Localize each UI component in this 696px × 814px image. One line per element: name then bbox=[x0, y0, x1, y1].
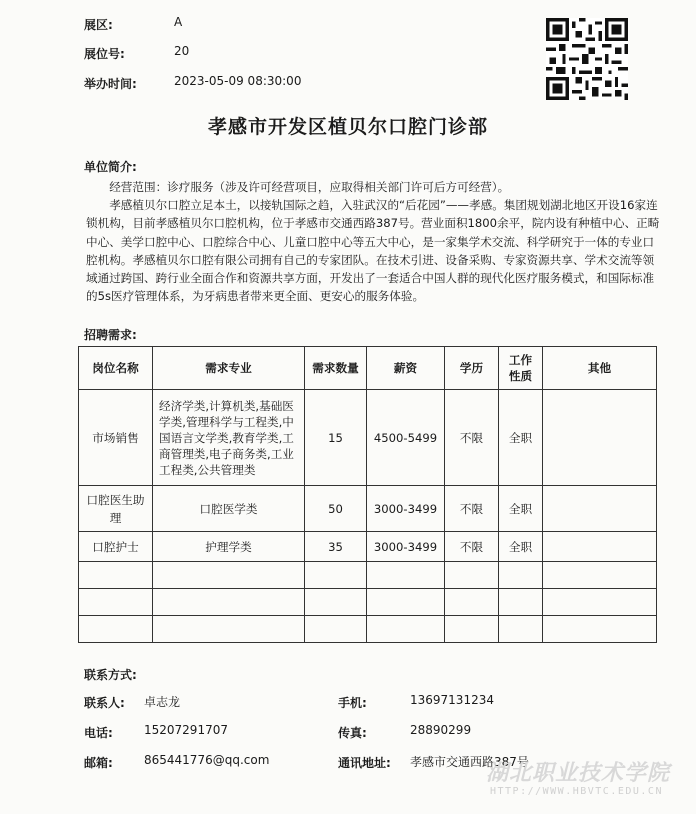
table-header-row bbox=[79, 347, 657, 390]
majors-cell: 护理学类 bbox=[153, 532, 305, 562]
type-cell: 全职 bbox=[499, 486, 543, 532]
contact-person-label: 联系人: bbox=[84, 696, 125, 710]
time-value: 2023-05-09 08:30:00 bbox=[174, 74, 302, 88]
table-row-empty bbox=[79, 562, 657, 589]
table-row-empty bbox=[79, 589, 657, 616]
phone-label: 电话: bbox=[84, 726, 113, 740]
time-label: 举办时间: bbox=[84, 77, 137, 91]
education-cell: 不限 bbox=[445, 532, 499, 562]
qr-code-icon bbox=[546, 18, 628, 100]
type-cell: 全职 bbox=[499, 390, 543, 486]
count-cell: 50 bbox=[305, 486, 367, 532]
booth-value: 20 bbox=[174, 44, 190, 58]
contact-section-label: 联系方式: bbox=[84, 668, 137, 682]
type-cell: 全职 bbox=[499, 532, 543, 562]
position-cell: 市场销售 bbox=[79, 390, 153, 486]
other-cell bbox=[543, 486, 657, 532]
column-header: 其他 bbox=[543, 347, 657, 390]
watermark-url: HTTP://WWW.HBVTC.EDU.CN bbox=[490, 786, 663, 797]
page-title: 孝感市开发区植贝尔口腔门诊部 bbox=[207, 116, 488, 138]
salary-cell: 3000-3499 bbox=[367, 486, 445, 532]
intro-section-label: 单位简介: bbox=[84, 160, 137, 174]
position-cell: 口腔医生助理 bbox=[79, 486, 153, 532]
position-cell: 口腔护士 bbox=[79, 532, 153, 562]
count-cell: 35 bbox=[305, 532, 367, 562]
address-value: 孝感市交通西路387号 bbox=[410, 755, 529, 769]
phone-value: 15207291707 bbox=[144, 723, 228, 737]
booth-label: 展位号: bbox=[84, 47, 125, 61]
education-cell: 不限 bbox=[445, 390, 499, 486]
column-header: 岗位名称 bbox=[79, 347, 153, 390]
table-row bbox=[79, 532, 657, 562]
column-header: 需求专业 bbox=[153, 347, 305, 390]
table-row-empty bbox=[79, 616, 657, 643]
education-cell: 不限 bbox=[445, 486, 499, 532]
intro-paragraph: 孝感植贝尔口腔立足本土，以接轨国际之趋，入驻武汉的“后花园”——孝感。集团规划湖北地区开设16家连锁机构，目前孝感植贝尔口腔机构，位于孝感市交通西路387号。营业面积1800余平，院内设有种植中心、正畸中心、美学口腔中心、口腔综合中心、儿童口腔中心等五大中心，是一家集学术交流、科学研究于一体的专业口腔机构。孝感植贝尔口腔有限公司拥有自己的专家团队。在技术引进、设备采购、专家资源共享、学术交流等领域通过跨国、跨行业全面合作和资源共享方面，开发出了一套适合中国人群的现代化医疗服务模式，和国际标准的5s医疗管理体系，为牙病患者带来更全面、更安心的服务体验。 bbox=[86, 198, 660, 304]
column-header: 薪资 bbox=[367, 347, 445, 390]
other-cell bbox=[543, 532, 657, 562]
recruit-table bbox=[78, 346, 657, 643]
fax-label: 传真: bbox=[338, 726, 367, 740]
intro-paragraph: 经营范围：诊疗服务（涉及许可经营项目，应取得相关部门许可后方可经营）。 bbox=[109, 180, 510, 194]
hall-value: A bbox=[174, 15, 183, 29]
column-header: 需求数量 bbox=[305, 347, 367, 390]
email-value: 865441776@qq.com bbox=[144, 753, 270, 767]
watermark-logo: 湖北职业技术学院 bbox=[486, 760, 671, 786]
majors-cell: 口腔医学类 bbox=[153, 486, 305, 532]
column-header: 学历 bbox=[445, 347, 499, 390]
fax-value: 28890299 bbox=[410, 723, 472, 737]
column-header: 工作 性质 bbox=[499, 347, 543, 390]
address-label: 通讯地址: bbox=[338, 756, 391, 770]
majors-cell: 经济学类,计算机类,基础医学类,管理科学与工程类,中国语言文学类,教育学类,工商管理类,电子商务类,工业工程类,公共管理类 bbox=[153, 390, 305, 486]
contact-person-value: 卓志龙 bbox=[144, 695, 181, 709]
salary-cell: 3000-3499 bbox=[367, 532, 445, 562]
mobile-label: 手机: bbox=[338, 696, 367, 710]
intro-text bbox=[86, 178, 660, 305]
count-cell: 15 bbox=[305, 390, 367, 486]
salary-cell: 4500-5499 bbox=[367, 390, 445, 486]
table-row bbox=[79, 486, 657, 532]
hall-label: 展区: bbox=[84, 18, 113, 32]
other-cell bbox=[543, 390, 657, 486]
email-label: 邮箱: bbox=[84, 756, 113, 770]
recruit-section-label: 招聘需求: bbox=[84, 328, 137, 342]
table-row bbox=[79, 390, 657, 486]
mobile-value: 13697131234 bbox=[410, 693, 494, 707]
